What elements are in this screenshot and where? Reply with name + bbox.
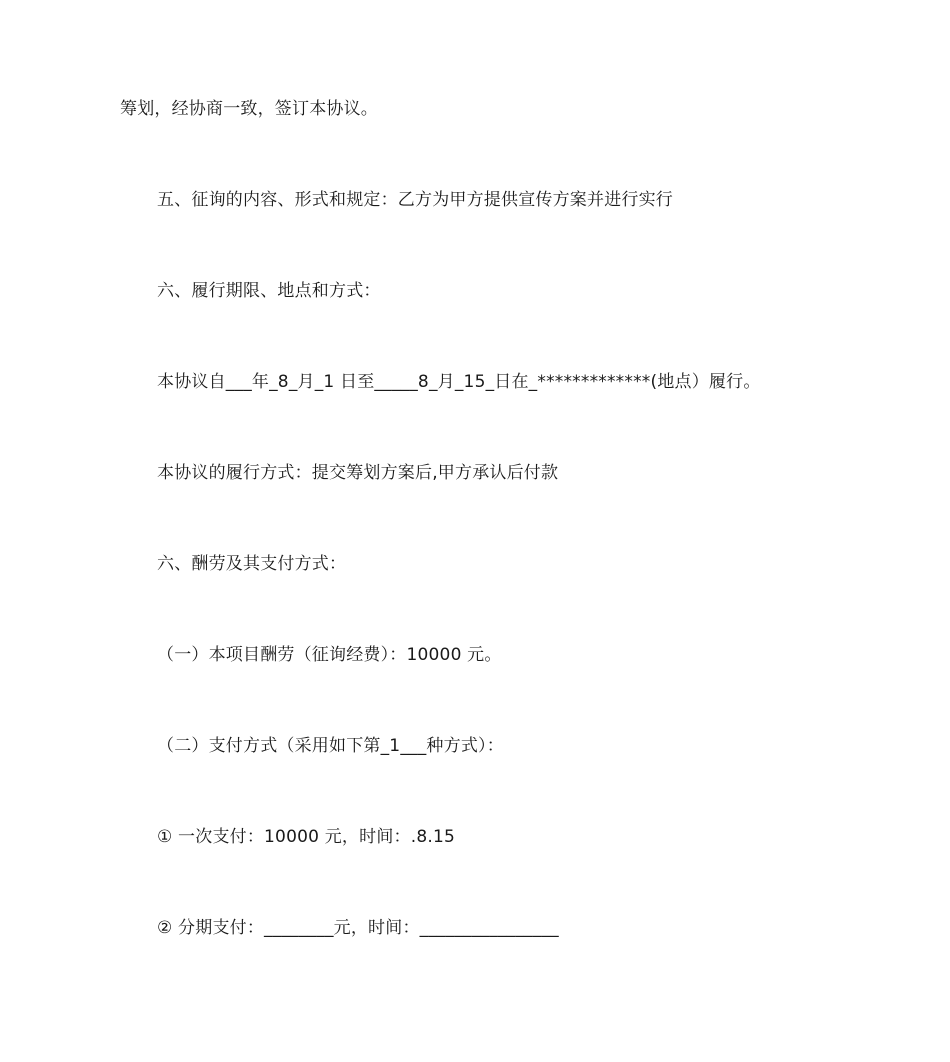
text-line-payment-method: （二）支付方式（采用如下第_1___种方式）： [157,736,504,756]
text-line-section-consultation-content: 五、征询的内容、形式和规定：乙方为甲方提供宣传方案并进行实行 [157,190,673,210]
text-line-single-payment: ① 一次支付：10000 元，时间：.8.15 [157,827,455,847]
text-line-performance-method: 本协议的履行方式：提交筹划方案后,甲方承认后付款 [157,463,559,483]
text-line-agreement-intro: 筹划，经协商一致，签订本协议。 [120,99,378,119]
text-line-installment-payment: ② 分期支付：________元，时间：________________ [157,918,559,938]
text-line-section-remuneration: 六、酬劳及其支付方式： [157,554,347,574]
text-line-remuneration-amount: （一）本项目酬劳（征询经费）：10000 元。 [157,645,502,665]
text-line-section-performance-terms: 六、履行期限、地点和方式： [157,281,381,301]
text-line-performance-period: 本协议自___年_8_月_1 日至_____8_月_15_日在_*************(地点）履行。 [157,372,761,392]
